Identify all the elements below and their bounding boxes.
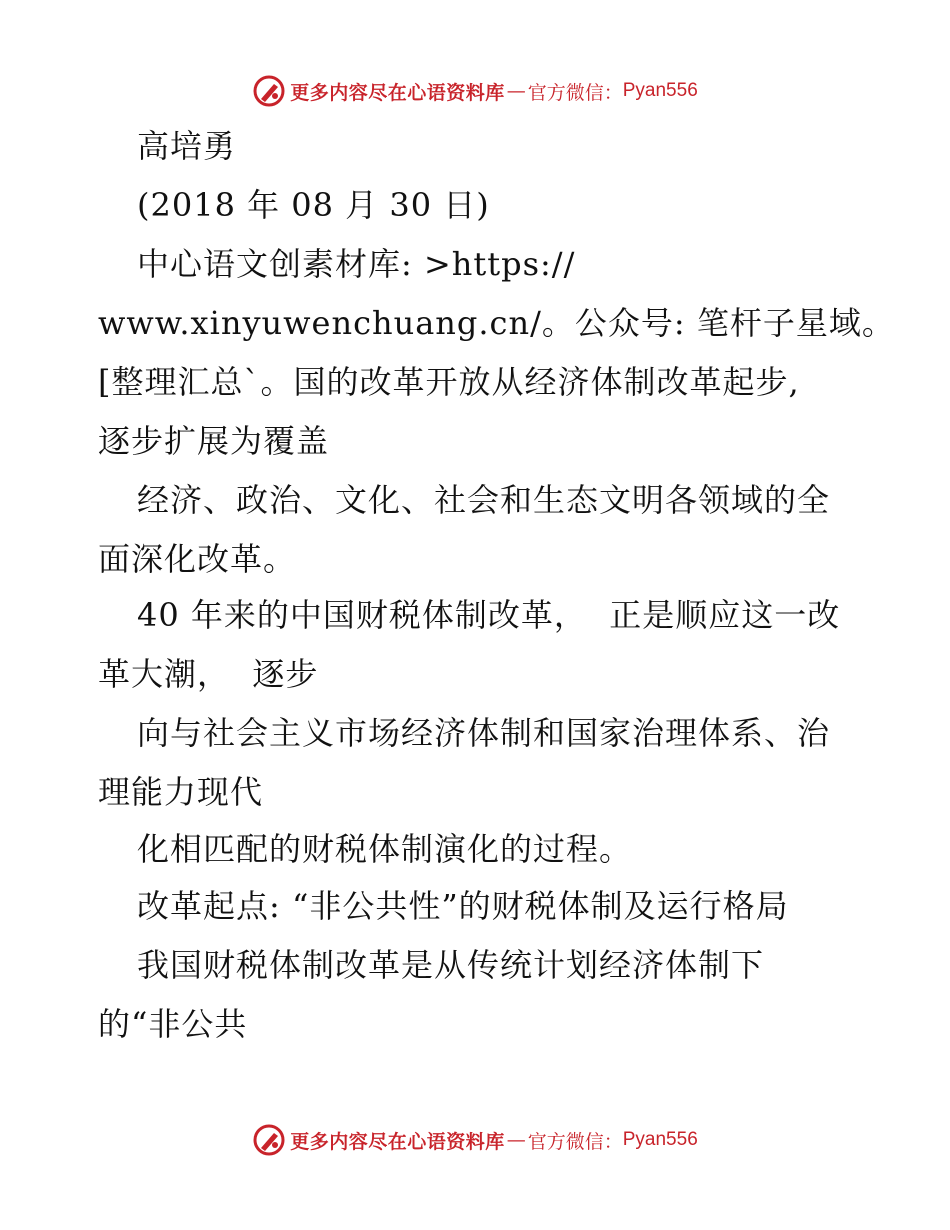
date-line: (2018 年 08 月 30 日): [137, 186, 490, 224]
banner-sub-text: 官方微信：: [527, 81, 623, 104]
text-line: 40 年来的中国财税体制改革， 正是顺应这一改: [137, 596, 841, 634]
pen-logo-icon: [252, 74, 286, 108]
text-line: 我国财税体制改革是从传统计划经济体制下: [137, 946, 765, 984]
footer-banner: [0, 1120, 950, 1160]
text-line: www.xinyuwenchuang.cn/。公众号: 笔杆子星域。: [98, 304, 895, 342]
header-banner: [0, 71, 950, 111]
text-line: 理能力现代: [98, 773, 264, 811]
banner-dash: —: [506, 80, 526, 102]
banner-wechat-id: Pyan556: [622, 80, 698, 101]
text-line: 逐步扩展为覆盖: [98, 422, 330, 460]
text-line: 化相匹配的财税体制演化的过程。: [137, 830, 633, 868]
banner-main-text: 更多内容尽在心语资料库: [290, 1130, 505, 1153]
text-line: 面深化改革。: [98, 540, 297, 578]
section-heading: 改革起点: “非公共性”的财税体制及运行格局: [137, 887, 789, 925]
text-line: 的“非公共: [98, 1005, 248, 1043]
text-line: 向与社会主义市场经济体制和国家治理体系、治: [137, 714, 831, 752]
banner-sub-text: 官方微信：: [527, 1130, 623, 1153]
banner-wechat-id: Pyan556: [622, 1129, 698, 1150]
text-line: 中心语文创素材库: >https://: [137, 245, 576, 283]
banner-dash: —: [506, 1129, 526, 1151]
text-line: 经济、政治、文化、社会和生态文明各领域的全: [137, 481, 831, 519]
banner-main-text: 更多内容尽在心语资料库: [290, 81, 505, 104]
text-line: [整理汇总`。国的改革开放从经济体制改革起步,: [98, 363, 800, 401]
author-line: 高培勇: [137, 127, 237, 165]
pen-logo-icon: [252, 1123, 286, 1157]
text-line: 革大潮， 逐步: [98, 655, 319, 693]
